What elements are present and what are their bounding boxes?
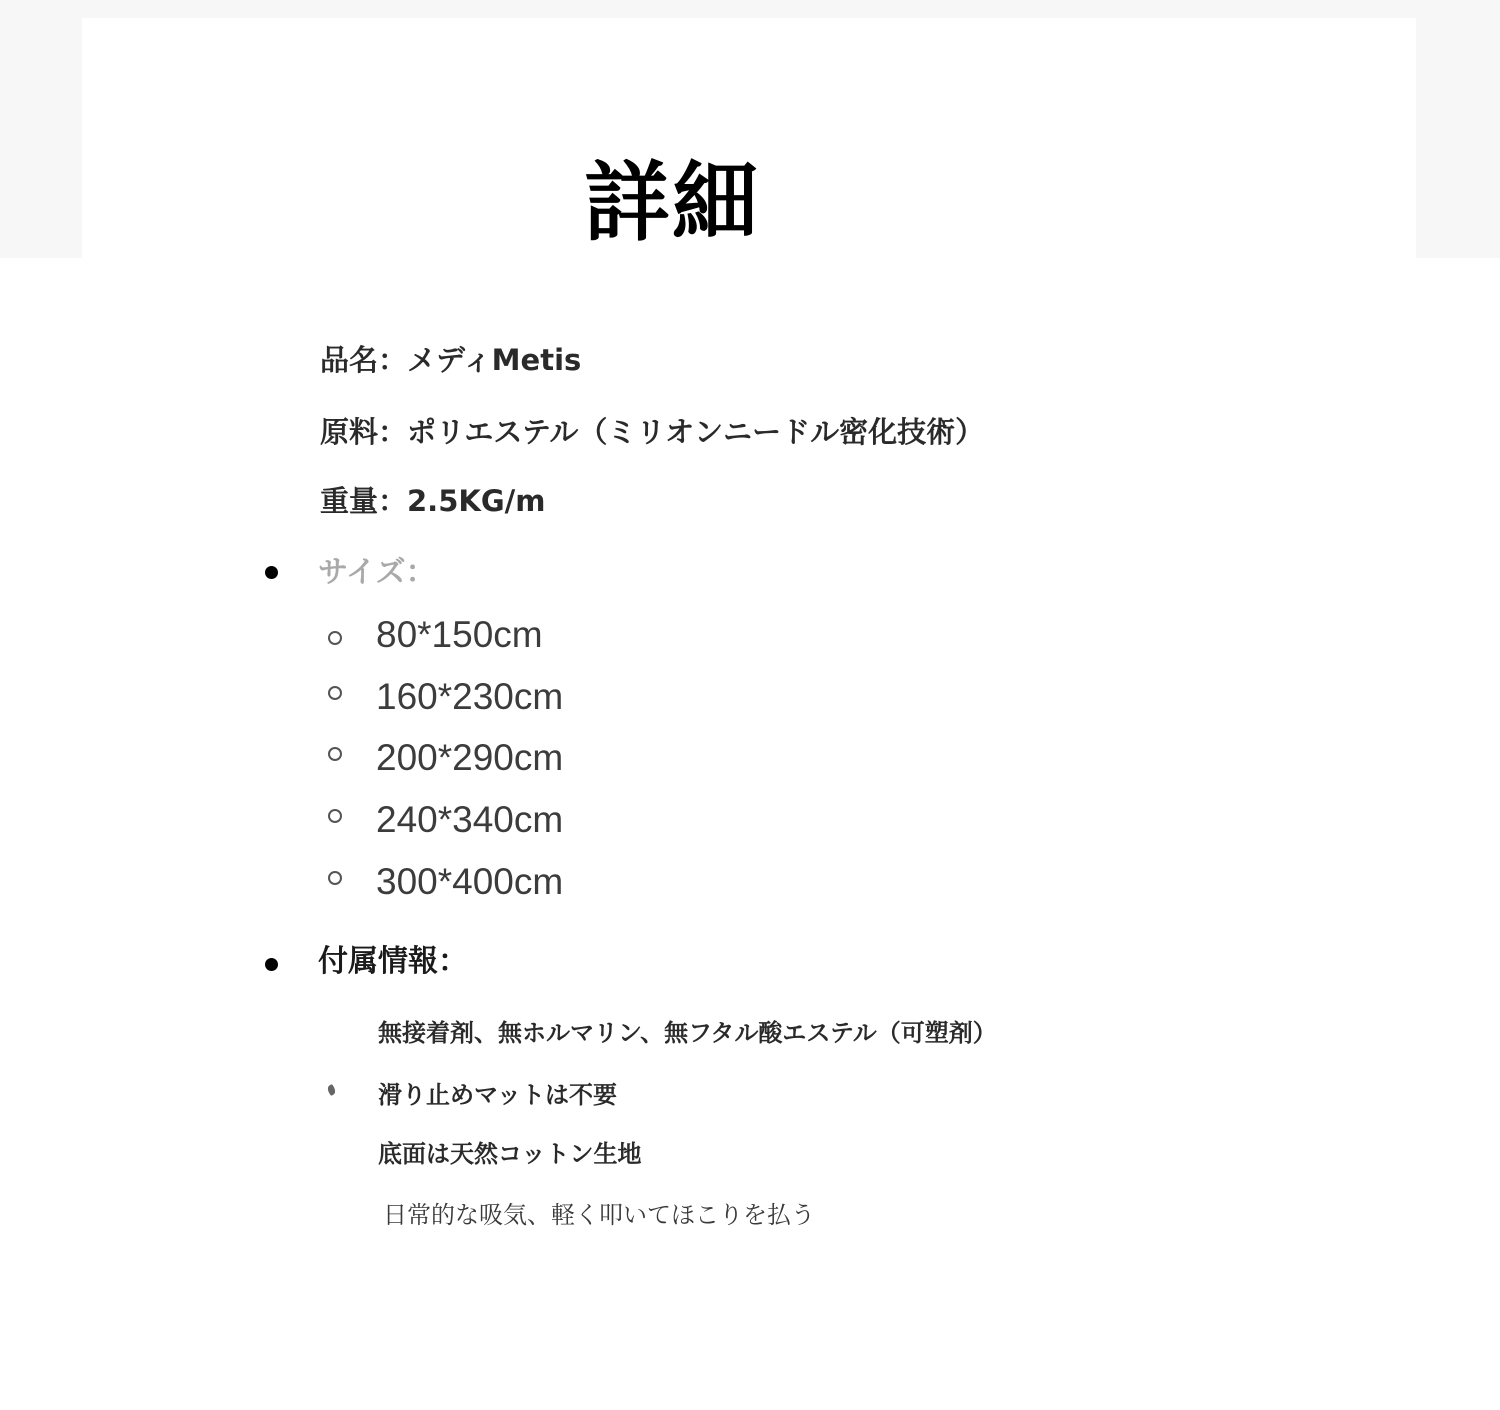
hollow-circle-icon: [328, 809, 342, 823]
size-item: 160*230cm: [376, 676, 564, 717]
bullet-dot-icon: [265, 566, 278, 579]
size-item: 80*150cm: [376, 614, 543, 655]
accessory-item: 日常的な吸気、軽く叩いてほこりを払う: [383, 1201, 815, 1229]
size-item: 240*340cm: [376, 799, 564, 840]
hollow-circle-icon: [328, 631, 342, 645]
spec-product-name: 品名：メディMetis: [320, 343, 582, 377]
bullet-dot-icon: [265, 958, 278, 971]
size-item: 200*290cm: [376, 737, 564, 778]
sizes-label: サイズ：: [318, 555, 436, 590]
accessory-info-label: 付属情報：: [318, 944, 468, 979]
accessory-item: 滑り止めマットは不要: [378, 1081, 618, 1109]
hollow-circle-icon: [328, 871, 342, 885]
page-title: 詳細: [584, 153, 760, 253]
accessory-item: 無接着剤、無ホルマリン、無フタル酸エステル（可塑剤）: [378, 1019, 997, 1047]
spec-material: 原料：ポリエステル（ミリオンニードル密化技術）: [320, 415, 985, 449]
size-item: 300*400cm: [376, 861, 564, 902]
spec-weight: 重量：2.5KG/m: [320, 484, 546, 518]
hollow-circle-icon: [328, 747, 342, 761]
hollow-circle-icon: [328, 686, 342, 700]
accessory-item: 底面は天然コットン生地: [378, 1140, 642, 1168]
